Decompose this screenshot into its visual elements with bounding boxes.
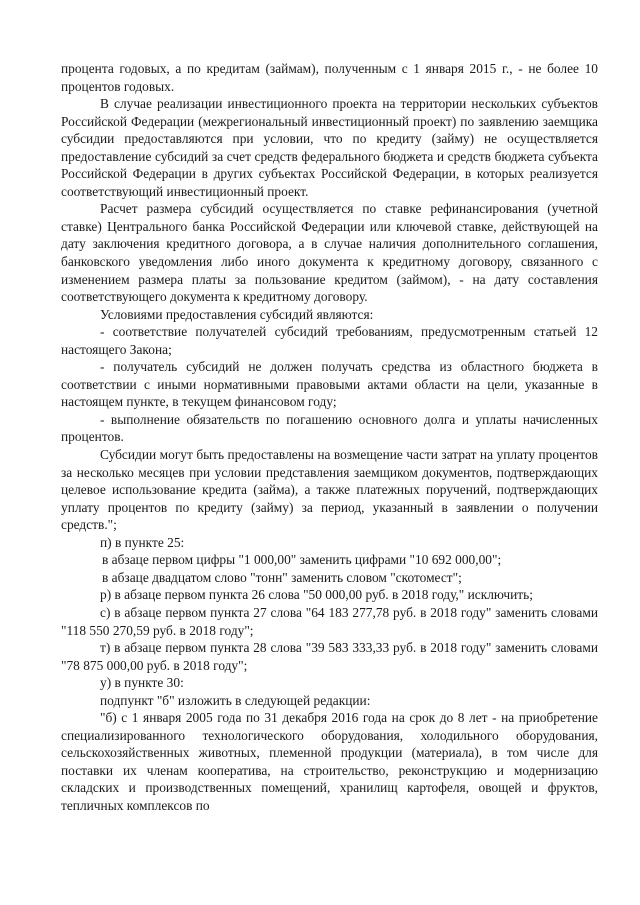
amendment-item-s: с) в абзаце первом пункта 27 слова "64 183 277,78 руб. в 2018 году" заменить словами "118 550 270,59 руб. в 2018 году"; — [61, 604, 598, 638]
amendment-item-r: р) в абзаце первом пункта 26 слова "50 000,00 руб. в 2018 году," исключить; — [100, 587, 533, 603]
amendment-subitem-b-intro: подпункт "б" изложить в следующей редакции: — [100, 692, 371, 708]
list-item-condition-debt-repayment: - выполнение обязательств по погашению основного долга и уплаты начисленных процентов. — [61, 411, 598, 445]
amendment-item-t: т) в абзаце первом пункта 28 слова "39 583 333,33 руб. в 2018 году" заменить словами "78 875 000,00 руб. в 2018 году"; — [61, 640, 598, 673]
list-item-condition-no-double-funding: - получатель субсидий не должен получать средства из областного бюджета в соответствии с иными нормативными правовыми актами области на цели, указанные в настоящем пункте, в текущем финансовом году; — [61, 359, 598, 410]
list-item-condition-requirements: - соответствие получателей субсидий требованиям, предусмотренным статьей 12 настоящего Закона; — [61, 324, 598, 357]
document-body — [61, 60, 598, 815]
amendment-subitem-twentieth-paragraph: в абзаце двадцатом слово "тонн" заменить словом "скотомест"; — [102, 569, 462, 585]
paragraph-subsidy-calculation: Расчет размера субсидий осуществляется по ставке рефинансирования (учетной ставке) Центрального банка Российской Федерации или ключевой ставке, действующей на дату заключения кредитного договора, а в случае наличия дополнительного соглашения, банковского уведомления либо иного документа к кредитному договору, связанного с изменением размера платы за пользование кредитом (займом), - на дату составления соответствующего документа к кредитному договору. — [61, 201, 598, 305]
paragraph-interregional-project: В случае реализации инвестиционного проекта на территории нескольких субъектов Российской Федерации (межрегиональный инвестиционный проект) по заявлению заемщика субсидии предоставляются при условии, что по кредиту (займу) не осуществляется предоставление субсидий за счет средств федерального бюджета и средств бюджета субъекта Российской Федерации в других субъектах Российской Федерации, в которых реализуется соответствующий инвестиционный проект. — [61, 96, 598, 199]
paragraph-interest-rate-continuation: процента годовых, а по кредитам (займам), полученным с 1 января 2015 г., - не более 10 процентов годовых. — [61, 61, 598, 94]
paragraph-multi-month-subsidy: Субсидии могут быть предоставлены на возмещение части затрат на уплату процентов за несколько месяцев при условии представления заемщиком документов, подтверждающих целевое использование кредита (займа), а также платежных поручений, подтверждающих уплату процентов по кредиту (займу) за период, указанный в заявлении о получении средств."; — [61, 447, 598, 533]
amendment-item-u: у) в пункте 30: — [100, 675, 184, 691]
amendment-subitem-first-paragraph: в абзаце первом цифры "1 000,00" заменить цифрами "10 692 000,00"; — [102, 552, 502, 568]
paragraph-conditions-heading: Условиями предоставления субсидий являются: — [100, 306, 374, 322]
amendment-subitem-b-text: "б) с 1 января 2005 года по 31 декабря 2016 года на срок до 8 лет - на приобретение специализированного технологического оборудования, холодильного оборудования, сельскохозяйственных животных, племенной продукции (материала), в том числе для поставки их членам кооператива, на строительство, реконструкцию и модернизацию складских и производственных помещений, хранилищ картофеля, овощей и фруктов, тепличных комплексов по — [61, 710, 598, 813]
amendment-item-p: п) в пункте 25: — [100, 534, 185, 550]
